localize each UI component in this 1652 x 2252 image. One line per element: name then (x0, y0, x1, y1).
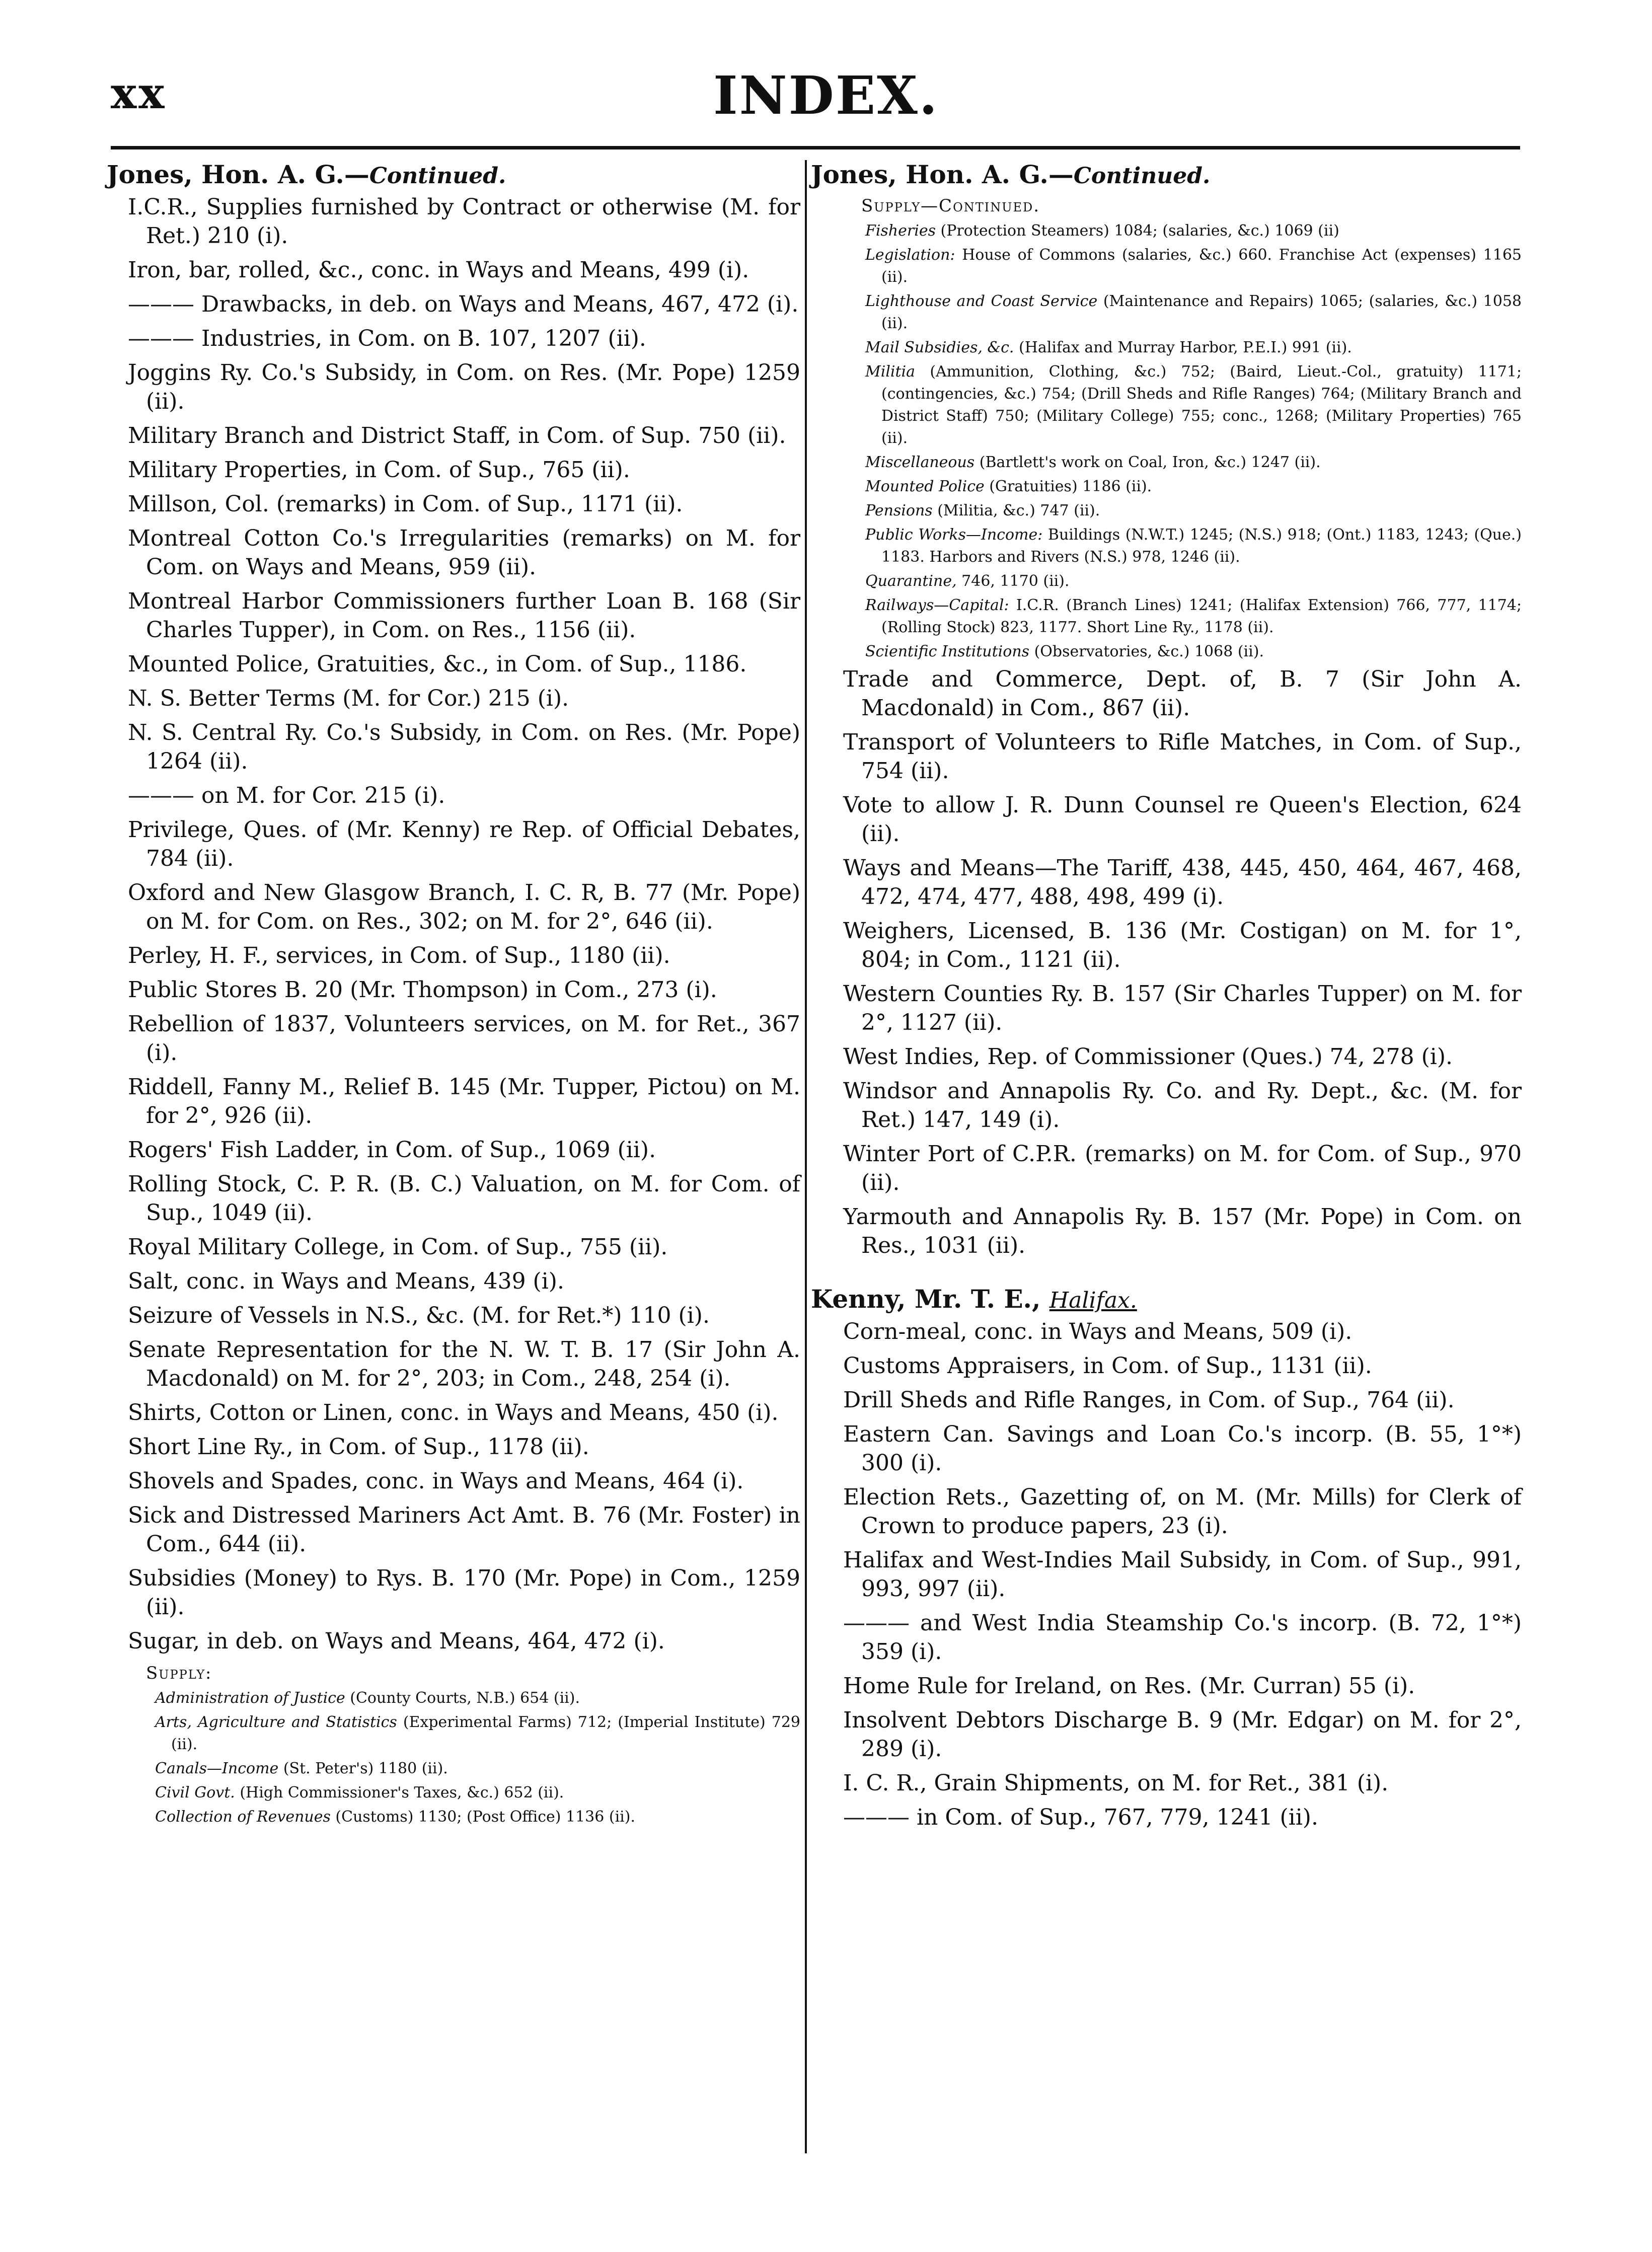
heading-continued: Continued. (1073, 163, 1211, 189)
index-entry: Western Counties Ry. B. 157 (Sir Charles Tupper) on M. for 2°, 1127 (ii). (843, 981, 1522, 1035)
index-entry: Halifax and West-Indies Mail Subsidy, in Com. of Sup., 991, 993, 997 (ii). (843, 1547, 1522, 1602)
supply-entry (107, 1711, 800, 1756)
index-entry: Sugar, in deb. on Ways and Means, 464, 472 (i). (128, 1628, 665, 1654)
column-divider (805, 160, 807, 2153)
index-entry: Winter Port of C.P.R. (remarks) on M. for Com. of Sup., 970 (ii). (843, 1141, 1522, 1195)
index-entry: Trade and Commerce, Dept. of, B. 7 (Sir John A. Macdonald) in Com., 867 (ii). (843, 666, 1522, 721)
entry-list (107, 193, 800, 1656)
supply-entry-lead: Lighthouse and Coast Service (865, 292, 1098, 310)
index-entry: Mounted Police, Gratuities, &c., in Com. of Sup., 1186. (128, 651, 747, 677)
supply-entry (107, 1687, 800, 1709)
supply-entry-text: 746, 1170 (ii). (956, 572, 1070, 590)
heading-continued: Continued. (369, 163, 506, 189)
heading-name: Jones, Hon. A. G.— (107, 160, 369, 189)
index-entry: Millson, Col. (remarks) in Com. of Sup., 1171 (ii). (128, 491, 683, 517)
supply-entry (811, 500, 1522, 522)
supply-entry-text: (Militia, &c.) 747 (ii). (932, 502, 1100, 519)
supply-entry (811, 570, 1522, 592)
supply-subheading: Supply—Continued. (861, 196, 1040, 216)
right-column (811, 159, 1522, 1837)
index-entry: I.C.R., Supplies furnished by Contract or otherwise (M. for Ret.) 210 (i). (128, 194, 800, 249)
index-entry: Weighers, Licensed, B. 136 (Mr. Costigan) on M. for 1°, 804; in Com., 1121 (ii). (843, 918, 1522, 972)
index-entry: Transport of Volunteers to Rifle Matches, in Com. of Sup., 754 (ii). (843, 729, 1522, 784)
supply-entry-text: Buildings (N.W.T.) 1245; (N.S.) 918; (Ont.) 1183, 1243; (Que.) 1183. Harbors and Rivers (N.S.) 978, 1246 (ii). (881, 526, 1522, 566)
supply-list (811, 220, 1522, 663)
index-entry: Home Rule for Ireland, on Res. (Mr. Curran) 55 (i). (843, 1673, 1415, 1699)
supply-entry-lead: Canals—Income (155, 1760, 279, 1777)
supply-entry-lead: Fisheries (865, 222, 936, 240)
index-entry: Insolvent Debtors Discharge B. 9 (Mr. Edgar) on M. for 2°, 289 (i). (843, 1707, 1522, 1762)
index-entry: Ways and Means—The Tariff, 438, 445, 450, 464, 467, 468, 472, 474, 477, 488, 498, 499 (i). (843, 855, 1522, 910)
supply-entry (107, 1782, 800, 1804)
index-entry: Oxford and New Glasgow Branch, I. C. R, B. 77 (Mr. Pope) on M. for Com. on Res., 302; on M. for 2°, 646 (ii). (128, 880, 800, 934)
supply-entry-lead: Mounted Police (865, 478, 985, 495)
supply-subheading: Supply: (146, 1663, 212, 1683)
index-entry: ——— and West India Steamship Co.'s incorp. (B. 72, 1°*) 359 (i). (843, 1610, 1522, 1665)
index-entry: Subsidies (Money) to Rys. B. 170 (Mr. Pope) in Com., 1259 (ii). (128, 1565, 800, 1620)
supply-entry-lead: Collection of Revenues (155, 1808, 331, 1826)
supply-entry-text: (Experimental Farms) 712; (Imperial Institute) 729 (ii). (171, 1713, 800, 1753)
supply-entry (811, 594, 1522, 639)
page-title: INDEX. (713, 64, 939, 126)
supply-entry (811, 220, 1522, 242)
supply-entry-lead: Arts, Agriculture and Statistics (155, 1713, 397, 1731)
supply-entry-text: (Protection Steamers) 1084; (salaries, &c.) 1069 (ii) (935, 222, 1339, 240)
section-spacer (811, 1265, 1522, 1284)
supply-entry-text: (Gratuities) 1186 (ii). (984, 478, 1152, 495)
supply-entry-text: (Observatories, &c.) 1068 (ii). (1029, 643, 1264, 660)
supply-entry-text: (Halifax and Murray Harbor, P.E.I.) 991 (ii). (1014, 339, 1352, 356)
index-entry: Privilege, Ques. of (Mr. Kenny) re Rep. of Official Debates, 784 (ii). (128, 817, 800, 871)
index-entry: Seizure of Vessels in N.S., &c. (M. for Ret.*) 110 (i). (128, 1303, 710, 1328)
supply-entry-lead: Miscellaneous (865, 454, 975, 471)
index-entry: Military Branch and District Staff, in Com. of Sup. 750 (ii). (128, 423, 786, 448)
supply-entry (811, 290, 1522, 335)
index-entry: Shirts, Cotton or Linen, conc. in Ways and Means, 450 (i). (128, 1400, 779, 1425)
left-column (107, 159, 800, 1830)
index-entry: Royal Military College, in Com. of Sup., 755 (ii). (128, 1234, 668, 1260)
supply-entry (811, 641, 1522, 663)
index-entry: West Indies, Rep. of Commissioner (Ques.) 74, 278 (i). (843, 1044, 1453, 1070)
index-entry: Rebellion of 1837, Volunteers services, on M. for Ret., 367 (i). (128, 1011, 800, 1066)
supply-entry-lead: Administration of Justice (155, 1689, 345, 1707)
index-entry: Shovels and Spades, conc. in Ways and Means, 464 (i). (128, 1468, 744, 1494)
index-entry: Windsor and Annapolis Ry. Co. and Ry. Dept., &c. (M. for Ret.) 147, 149 (i). (843, 1078, 1522, 1133)
supply-entry (811, 452, 1522, 474)
supply-entry-lead: Pensions (865, 502, 933, 519)
supply-entry-text: (Maintenance and Repairs) 1065; (salaries, &c.) 1058 (ii). (881, 292, 1522, 332)
supply-entry-text: (St. Peter's) 1180 (ii). (278, 1760, 448, 1777)
supply-entry (811, 244, 1522, 288)
supply-entry-lead: Civil Govt. (155, 1784, 235, 1801)
index-entry: Montreal Harbor Commissioners further Loan B. 168 (Sir Charles Tupper), in Com. on Res., 1156 (ii). (128, 588, 800, 643)
heading-name: Kenny, Mr. T. E., (811, 1284, 1049, 1314)
index-heading (811, 1284, 1522, 1316)
supply-entry-text: (Customs) 1130; (Post Office) 1136 (ii). (330, 1808, 636, 1826)
heading-place: Halifax. (1049, 1288, 1137, 1313)
index-entry: I. C. R., Grain Shipments, on M. for Ret., 381 (i). (843, 1770, 1389, 1796)
page-header (0, 0, 1652, 166)
index-entry: Eastern Can. Savings and Loan Co.'s incorp. (B. 55, 1°*) 300 (i). (843, 1421, 1522, 1476)
index-entry: Corn-meal, conc. in Ways and Means, 509 (i). (843, 1319, 1353, 1344)
supply-entry-text: (County Courts, N.B.) 654 (ii). (345, 1689, 580, 1707)
index-entry: ——— in Com. of Sup., 767, 779, 1241 (ii). (843, 1805, 1318, 1830)
supply-list (107, 1687, 800, 1828)
supply-entry-text: (High Commissioner's Taxes, &c.) 652 (ii). (235, 1784, 564, 1801)
index-entry: Vote to allow J. R. Dunn Counsel re Queen's Election, 624 (ii). (843, 792, 1522, 847)
index-entry: Riddell, Fanny M., Relief B. 145 (Mr. Tupper, Pictou) on M. for 2°, 926 (ii). (128, 1074, 800, 1129)
supply-entry-lead: Mail Subsidies, &c. (865, 339, 1014, 356)
supply-entry-text: I.C.R. (Branch Lines) 1241; (Halifax Extension) 766, 777, 1174; (Rolling Stock) 823, 1177. Short Line Ry., 1178 (ii). (881, 596, 1522, 636)
index-entry: Customs Appraisers, in Com. of Sup., 1131 (ii). (843, 1353, 1372, 1379)
index-entry: Joggins Ry. Co.'s Subsidy, in Com. on Res. (Mr. Pope) 1259 (ii). (128, 360, 800, 414)
index-entry: Montreal Cotton Co.'s Irregularities (remarks) on M. for Com. on Ways and Means, 959 (ii). (128, 526, 800, 580)
supply-entry (811, 337, 1522, 359)
index-entry: Perley, H. F., services, in Com. of Sup., 1180 (ii). (128, 943, 670, 968)
supply-entry (811, 476, 1522, 498)
index-entry: ——— Drawbacks, in deb. on Ways and Means, 467, 472 (i). (128, 291, 799, 317)
index-heading (107, 159, 800, 192)
index-entry: ——— Industries, in Com. on B. 107, 1207 (ii). (128, 326, 646, 351)
entry-list (811, 1317, 1522, 1832)
supply-entry-lead: Railways—Capital: (865, 596, 1009, 614)
index-entry: N. S. Better Terms (M. for Cor.) 215 (i). (128, 686, 569, 711)
supply-entry-lead: Public Works—Income: (865, 526, 1043, 544)
supply-entry (811, 361, 1522, 449)
heading-name: Jones, Hon. A. G.— (811, 160, 1074, 189)
index-entry: Yarmouth and Annapolis Ry. B. 157 (Mr. Pope) in Com. on Res., 1031 (ii). (843, 1204, 1522, 1258)
index-entry: Election Rets., Gazetting of, on M. (Mr. Mills) for Clerk of Crown to produce papers, 23 (i). (843, 1484, 1522, 1539)
index-entry: Military Properties, in Com. of Sup., 765 (ii). (128, 457, 630, 483)
page-number: xx (111, 68, 167, 119)
index-entry: ——— on M. for Cor. 215 (i). (128, 783, 445, 808)
supply-entry-lead: Militia (865, 363, 916, 381)
index-entry: Drill Sheds and Rifle Ranges, in Com. of Sup., 764 (ii). (843, 1387, 1455, 1413)
supply-entry (107, 1806, 800, 1828)
index-entry: Short Line Ry., in Com. of Sup., 1178 (ii). (128, 1434, 589, 1460)
index-entry: Salt, conc. in Ways and Means, 439 (i). (128, 1268, 564, 1294)
supply-entry-lead: Quarantine, (865, 572, 957, 590)
supply-entry-text: House of Commons (salaries, &c.) 660. Franchise Act (expenses) 1165 (ii). (881, 246, 1522, 286)
index-entry: Sick and Distressed Mariners Act Amt. B. 76 (Mr. Foster) in Com., 644 (ii). (128, 1503, 800, 1557)
supply-entry (811, 524, 1522, 568)
header-rule (111, 146, 1520, 149)
index-heading (811, 159, 1522, 192)
index-entry: Iron, bar, rolled, &c., conc. in Ways and Means, 499 (i). (128, 257, 749, 283)
index-entry: Senate Representation for the N. W. T. B. 17 (Sir John A. Macdonald) on M. for 2°, 203; in Com., 248, 254 (i). (128, 1337, 800, 1391)
entry-list (811, 665, 1522, 1260)
supply-entry (107, 1758, 800, 1780)
supply-entry-text: (Ammunition, Clothing, &c.) 752; (Baird, Lieut.-Col., gratuity) 1171; (contingencies, &c.) 754; (Drill Sheds and Rifle Ranges) 764; (Military Branch and District Staff) 750; (Military College) 755; conc., 1268; (Military Properties) 765 (ii). (881, 363, 1522, 447)
index-entry: Rolling Stock, C. P. R. (B. C.) Valuation, on M. for Com. of Sup., 1049 (ii). (128, 1171, 800, 1226)
index-entry: N. S. Central Ry. Co.'s Subsidy, in Com. on Res. (Mr. Pope) 1264 (ii). (128, 720, 800, 774)
index-entry: Public Stores B. 20 (Mr. Thompson) in Com., 273 (i). (128, 977, 717, 1003)
supply-entry-lead: Scientific Institutions (865, 643, 1030, 660)
supply-entry-text: (Bartlett's work on Coal, Iron, &c.) 1247 (ii). (974, 454, 1321, 471)
index-entry: Rogers' Fish Ladder, in Com. of Sup., 1069 (ii). (128, 1137, 656, 1163)
supply-entry-lead: Legislation: (865, 246, 955, 264)
